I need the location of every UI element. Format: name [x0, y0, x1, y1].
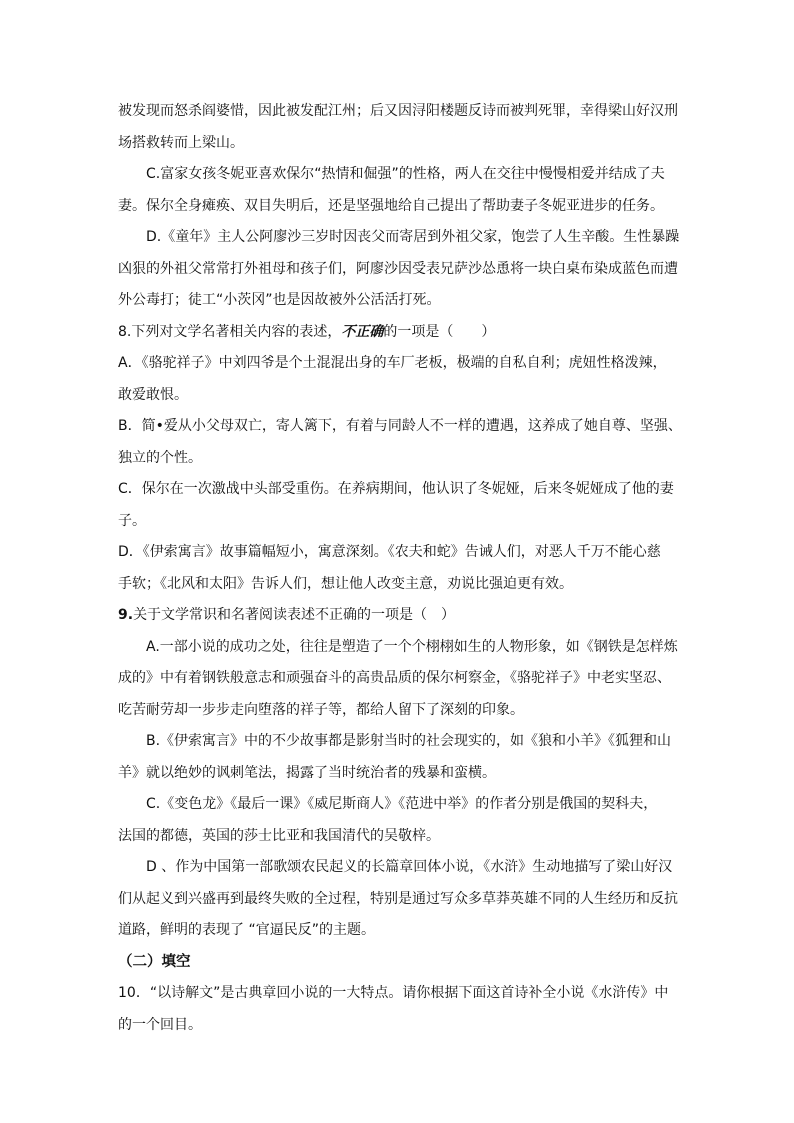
text-line: 道路，鲜明的表现了 “官逼民反”的主题。	[118, 922, 375, 938]
question9-option-b	[118, 726, 684, 789]
question8-option-a	[118, 348, 684, 411]
text-line: 妻。保尔全身瘫痪、双目失明后，还是坚强地给自己提出了帮助妻子冬妮亚进步的任务。	[118, 197, 664, 214]
question9-text: 关于文学常识和名著阅读表述不正确的一项是（ ）	[133, 607, 456, 623]
question8-option-b	[118, 411, 684, 474]
text-line: 们从起义到兴盛再到最终失败的全过程，特别是通过写众多草莽英雄不同的人生经历和反抗	[118, 890, 678, 907]
question8-option-c	[118, 474, 684, 537]
text-line: 10．“以诗解文”是古典章回小说的一大特点。请你根据下面这首诗补全小说《水浒传》中	[118, 985, 669, 1001]
section-heading-fill-in: （二）填空	[118, 953, 191, 970]
text-line: 羊》就以绝妙的讽刺笔法，揭露了当时统治者的残暴和蛮横。	[118, 764, 496, 781]
text-line: 敢爱敢恨。	[118, 386, 188, 403]
question8-prefix: 8.下列对文学名著相关内容的表述，	[118, 323, 342, 340]
text-line: C.富家女孩冬妮亚喜欢保尔“热情和倔强”的性格，两人在交往中慢慢相爱并结成了夫	[146, 166, 665, 182]
text-line: 被发现而怒杀阎婆惜，因此被发配江州；后又因浔阳楼题反诗而被判死罪，幸得梁山好汉刑	[118, 103, 678, 119]
question9-stem	[118, 600, 684, 632]
text-line: C.《变色龙》《最后一课》《威尼斯商人》《范进中举》的作者分别是俄国的契科夫，	[146, 796, 658, 812]
text-line: 子。	[118, 512, 146, 529]
text-line: 成的》中有着钢铁般意志和顽强奋斗的高贵品质的保尔柯察金，《骆驼祥子》中老实坚忍、	[118, 670, 671, 686]
text-line: B.《伊索寓言》中的不少故事都是影射当时的社会现实的，如《狼和小羊》《狐狸和山	[146, 733, 672, 749]
text-line: D.《童年》主人公阿廖沙三岁时因丧父而寄居到外祖父家，饱尝了人生辛酸。生性暴躁	[146, 229, 680, 245]
question8-stem	[118, 317, 684, 349]
question8-option-d	[118, 537, 684, 600]
text-line: 独立的个性。	[118, 449, 202, 466]
text-line: 吃苦耐劳却一步步走向堕落的祥子等，都给人留下了深刻的印象。	[118, 701, 524, 718]
text-line: D 、作为中国第一部歌颂农民起义的长篇章回体小说，《水浒》生动地描写了梁山好汉	[146, 859, 673, 875]
question10-stem	[118, 978, 684, 1041]
question9-option-c	[118, 789, 684, 852]
question8-emphasis: 不正确	[341, 323, 384, 340]
text-line: B．简•爱从小父母双亡，寄人篱下，有着与同龄人不一样的遭遇，这养成了她自尊、坚强、	[118, 418, 682, 434]
text-line: 凶狠的外祖父常常打外祖母和孩子们，阿廖沙因受表兄萨沙怂恿将一块白桌布染成蓝色而遭	[118, 260, 678, 277]
text-line: 场搭救转而上梁山。	[118, 134, 244, 151]
question7-option-b-continuation	[118, 96, 684, 159]
text-line: A．《骆驼祥子》中刘四爷是个土混混出身的车厂老板，极端的自私自利；虎妞性格泼辣，	[118, 355, 667, 371]
text-line: 外公毒打；徒工“小茨冈”也是因故被外公活活打死。	[118, 292, 441, 308]
question7-option-c	[118, 159, 684, 222]
text-line: C．保尔在一次激战中头部受重伤。在养病期间，他认识了冬妮娅，后来冬妮娅成了他的妻	[118, 481, 674, 497]
text-line: 法国的都德，英国的莎士比亚和我国清代的吴敬梓。	[118, 827, 440, 844]
text-line: 的一个回目。	[118, 1016, 202, 1033]
text-line: D．《伊索寓言》故事篇幅短小，寓意深刻。《农夫和蛇》告诫人们，对恶人千万不能心慈	[118, 544, 661, 560]
question8-suffix: 的一项是（ ）	[383, 323, 496, 340]
question9-option-a	[118, 632, 684, 727]
text-line: 手软；《北风和太阳》告诉人们，想让他人改变主意，劝说比强迫更有效。	[118, 575, 573, 592]
text-line: A.一部小说的成功之处，往往是塑造了一个个栩栩如生的人物形象，如《钢铁是怎样炼	[146, 638, 678, 655]
question7-option-d	[118, 222, 684, 317]
document-body	[118, 96, 684, 1041]
question9-number: 9.	[118, 607, 134, 623]
question9-option-d	[118, 852, 684, 947]
